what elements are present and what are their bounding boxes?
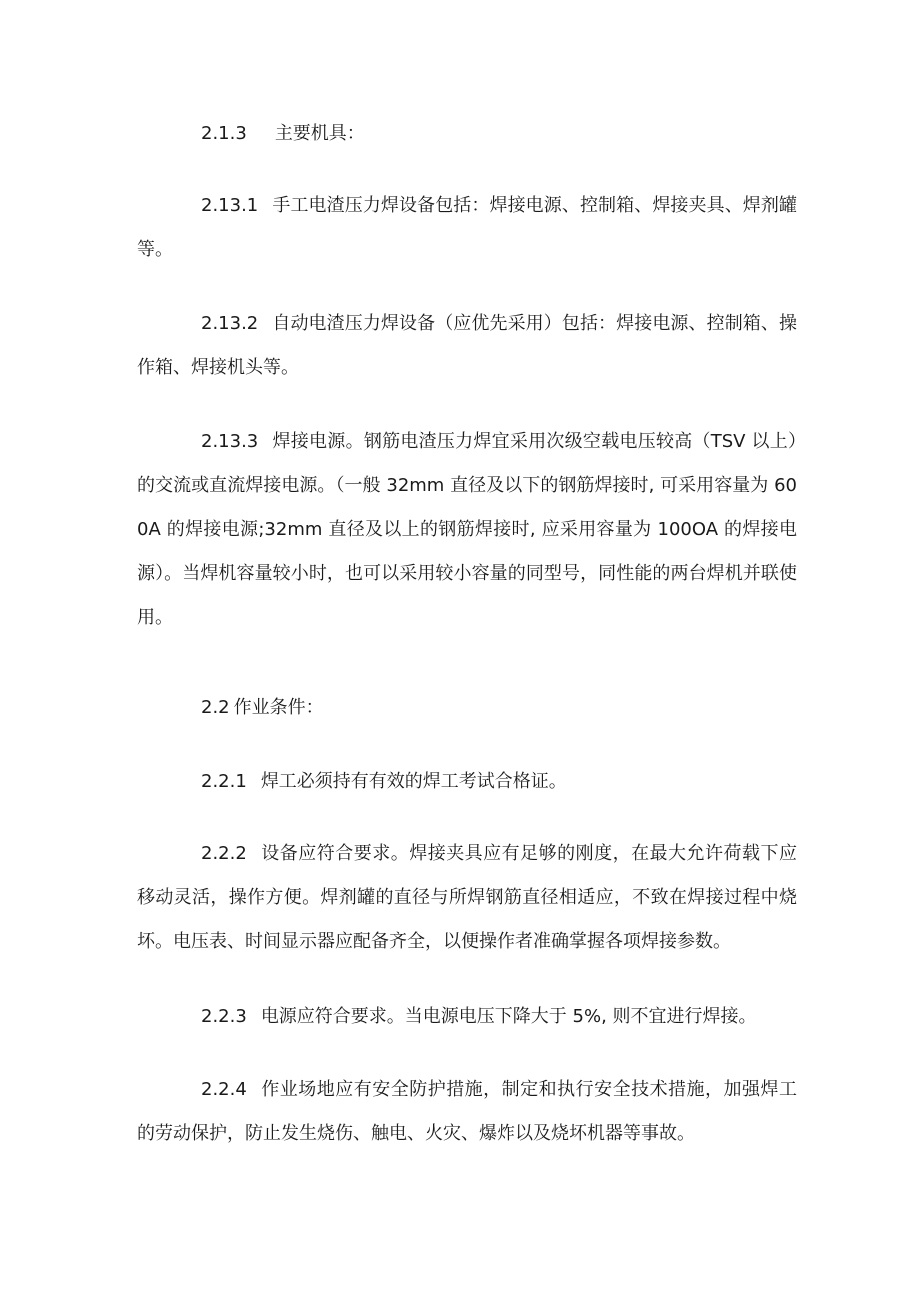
section-number: 2.2.2	[201, 843, 247, 864]
section-number: 2.2.4	[201, 1079, 247, 1100]
section-text: 焊接电源。钢筋电渣压力焊宜采用次级空载电压较高（TSV 以上）的交流或直流焊接电源。（一般 32mm 直径及以下的钢筋焊接时, 可采用容量为 600A 的焊接电源;32mm 直径及以上的钢筋焊接时, 应采用容量为 100OA 的焊接电源）。当焊机容量较小时，也可以采用较小容量的同型号，同性能的两台焊机并联使用。	[137, 431, 797, 628]
section-text: 电源应符合要求。当电源电压下降大于 5%, 则不宜进行焊接。	[260, 1006, 757, 1027]
section-text: 设备应符合要求。焊接夹具应有足够的刚度，在最大允许荷载下应移动灵活，操作方便。焊剂罐的直径与所焊钢筋直径相适应，不致在焊接过程中烧坏。电压表、时间显示器应配备齐全，以便操作者准确掌握各项焊接参数。	[137, 843, 797, 952]
section-number: 2.13.3	[201, 431, 259, 452]
section-2-13-1	[137, 184, 797, 272]
section-number: 2.13.2	[201, 313, 259, 334]
section-number: 2.2.1	[201, 771, 247, 792]
section-text: 手工电渣压力焊设备包括：焊接电源、控制箱、焊接夹具、焊剂罐等。	[137, 195, 797, 260]
section-2-2	[137, 686, 797, 730]
section-text: 作业条件：	[233, 697, 324, 718]
section-2-2-4	[137, 1068, 797, 1156]
section-number: 2.13.1	[201, 195, 259, 216]
section-text: 自动电渣压力焊设备（应优先采用）包括：焊接电源、控制箱、操作箱、焊接机头等。	[137, 313, 797, 378]
section-2-1-3	[137, 112, 797, 156]
section-text: 作业场地应有安全防护措施，制定和执行安全技术措施，加强焊工的劳动保护，防止发生烧伤、触电、火灾、爆炸以及烧坏机器等事故。	[137, 1079, 797, 1144]
section-2-2-3	[137, 995, 797, 1039]
section-2-2-2	[137, 832, 797, 964]
section-2-13-3	[137, 420, 797, 640]
section-number: 2.2	[201, 697, 230, 718]
section-2-2-1	[137, 760, 797, 804]
section-2-13-2	[137, 302, 797, 390]
section-text: 主要机具：	[274, 123, 365, 144]
section-number: 2.2.3	[201, 1006, 247, 1027]
section-text: 焊工必须持有有效的焊工考试合格证。	[260, 771, 567, 792]
section-number: 2.1.3	[201, 123, 247, 144]
